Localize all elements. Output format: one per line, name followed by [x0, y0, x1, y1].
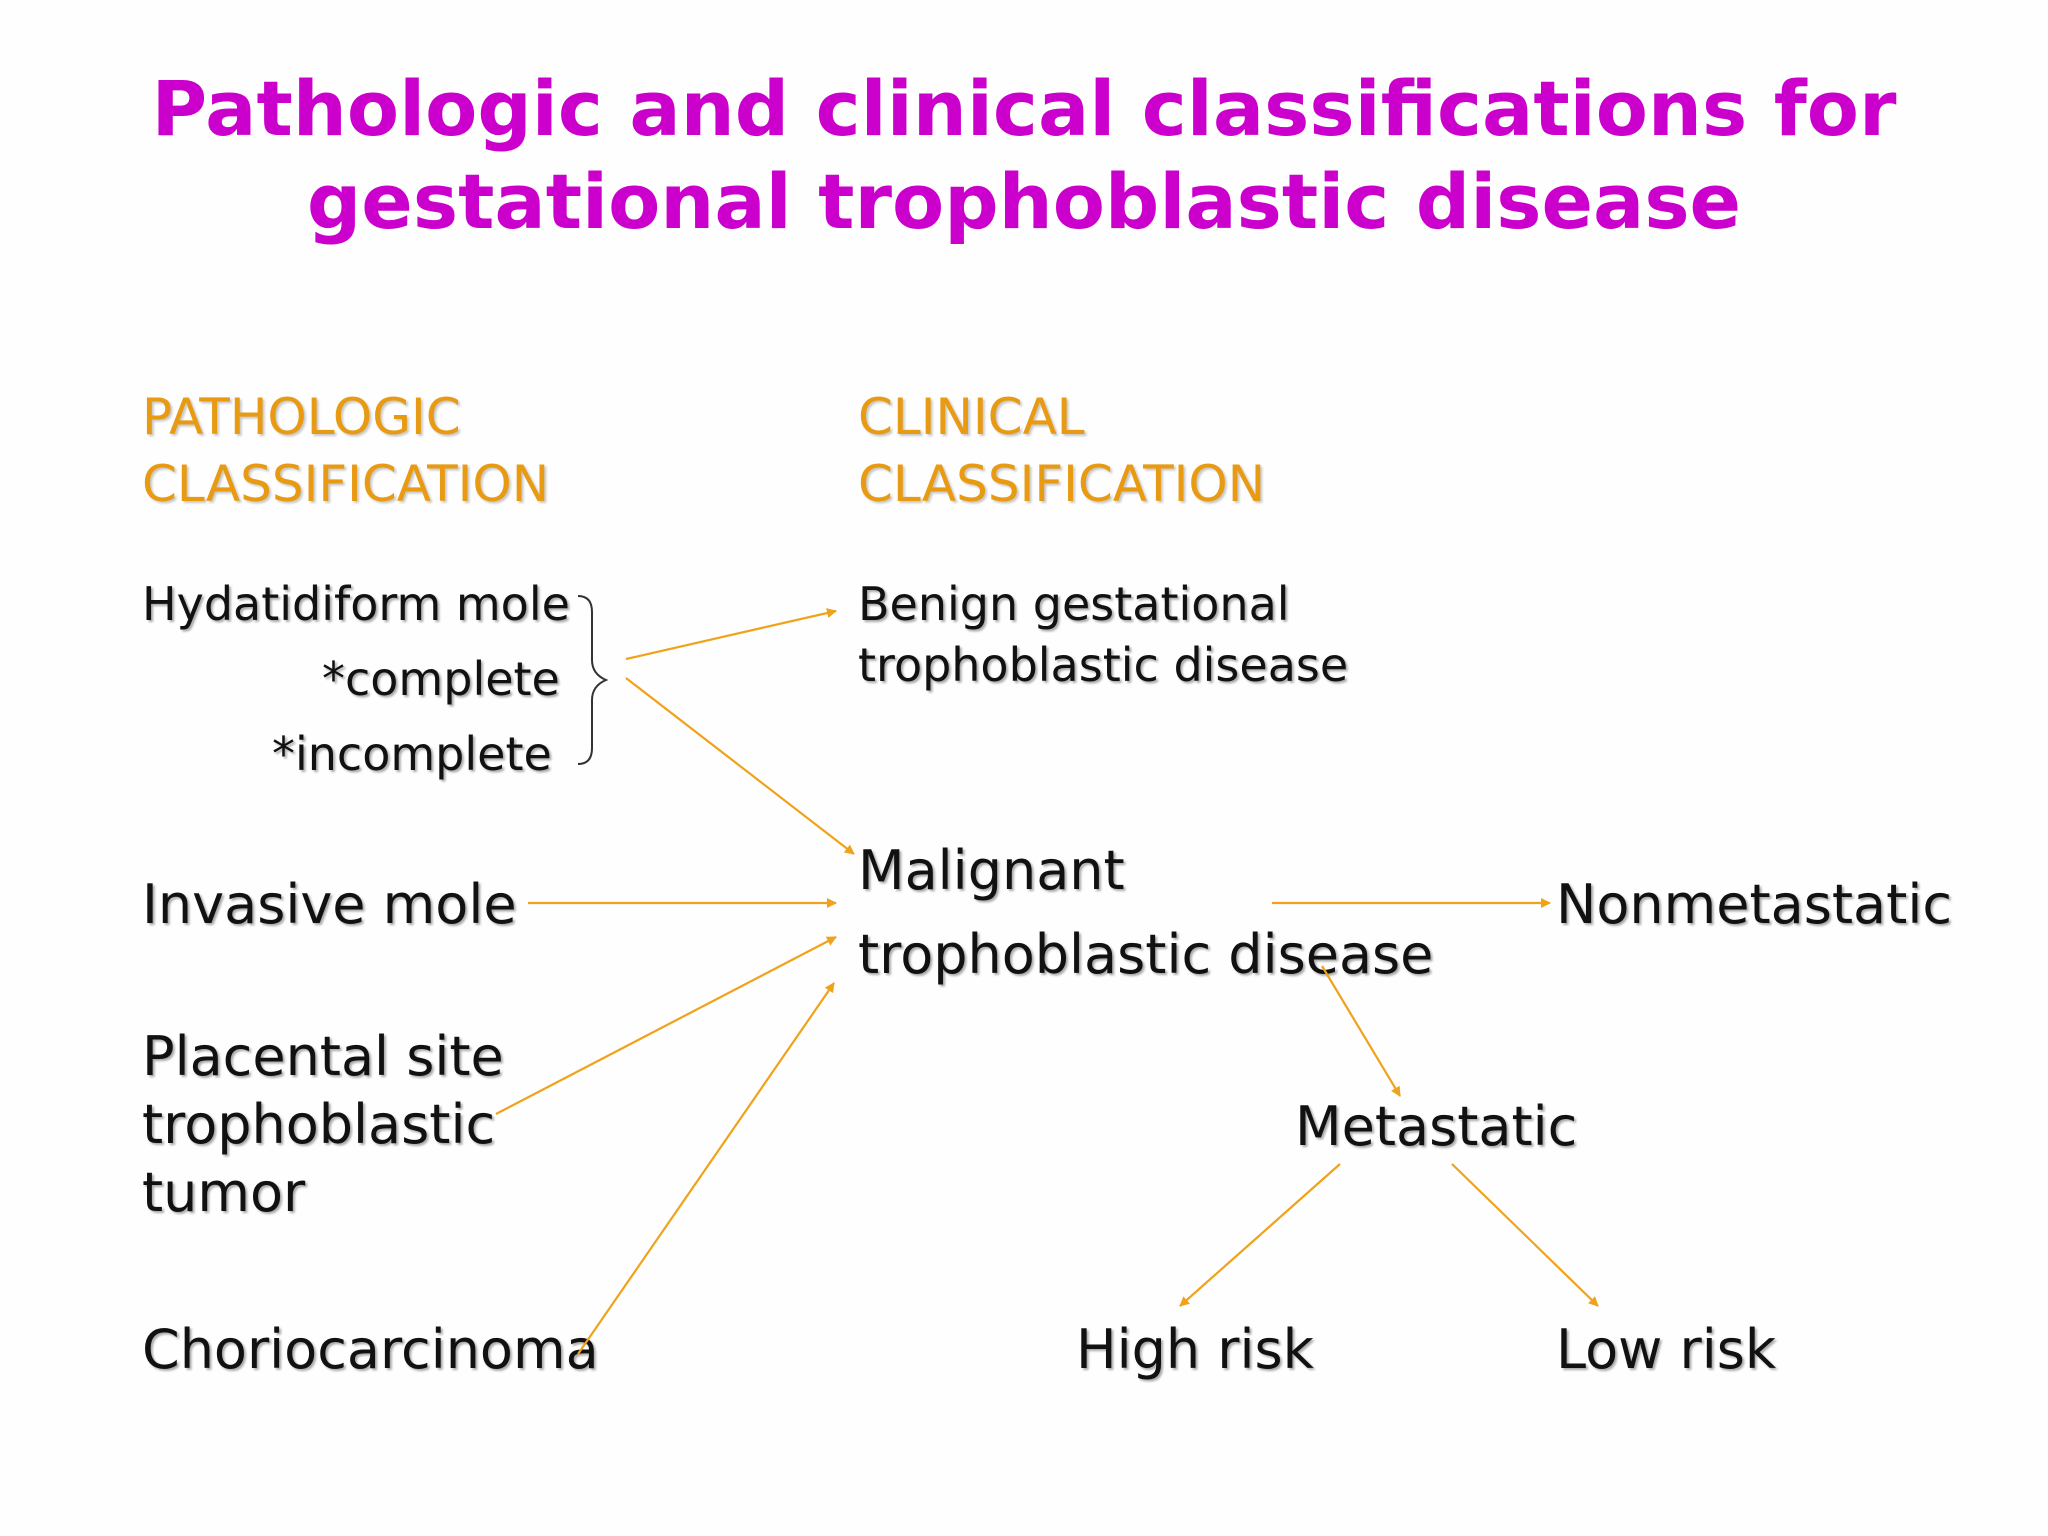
placental-line-1: Placental site	[142, 1025, 504, 1088]
placental-line-3: tumor	[142, 1161, 306, 1224]
title-line-1: Pathologic and clinical classifications for	[151, 64, 1897, 153]
incomplete-mole-label: *incomplete	[272, 727, 552, 781]
arrow-malignant-to-metastatic	[1322, 966, 1400, 1096]
high-risk-label: High risk	[1076, 1318, 1314, 1381]
hydatidiform-mole-label: Hydatidiform mole	[142, 577, 570, 631]
arrow-metastatic-to-low-risk	[1452, 1164, 1598, 1306]
arrow-chorio-to-malignant	[578, 983, 834, 1354]
clinical-heading-line-1: CLINICAL	[858, 388, 1085, 446]
arrow-mole-to-benign	[626, 611, 836, 659]
hydatidiform-brace	[578, 596, 606, 764]
clinical-heading-line-2: CLASSIFICATION	[858, 455, 1266, 513]
pathologic-heading-line-2: CLASSIFICATION	[142, 455, 550, 513]
malignant-line-2: trophoblastic disease	[858, 923, 1434, 986]
arrow-metastatic-to-high-risk	[1180, 1164, 1340, 1306]
choriocarcinoma-label: Choriocarcinoma	[142, 1318, 599, 1381]
complete-mole-label: *complete	[322, 652, 560, 706]
arrow-placental-to-malignant	[496, 937, 836, 1114]
benign-line-1: Benign gestational	[858, 577, 1290, 631]
placental-line-2: trophoblastic	[142, 1093, 496, 1156]
invasive-mole-label: Invasive mole	[142, 873, 517, 936]
low-risk-label: Low risk	[1556, 1318, 1777, 1381]
title-line-2: gestational trophoblastic disease	[306, 157, 1742, 246]
nonmetastatic-label: Nonmetastatic	[1556, 873, 1953, 936]
metastatic-label: Metastatic	[1295, 1095, 1578, 1158]
arrow-mole-to-malignant	[626, 678, 854, 854]
pathologic-heading-line-1: PATHOLOGIC	[142, 388, 461, 446]
benign-line-2: trophoblastic disease	[858, 638, 1349, 692]
malignant-line-1: Malignant	[858, 839, 1125, 902]
